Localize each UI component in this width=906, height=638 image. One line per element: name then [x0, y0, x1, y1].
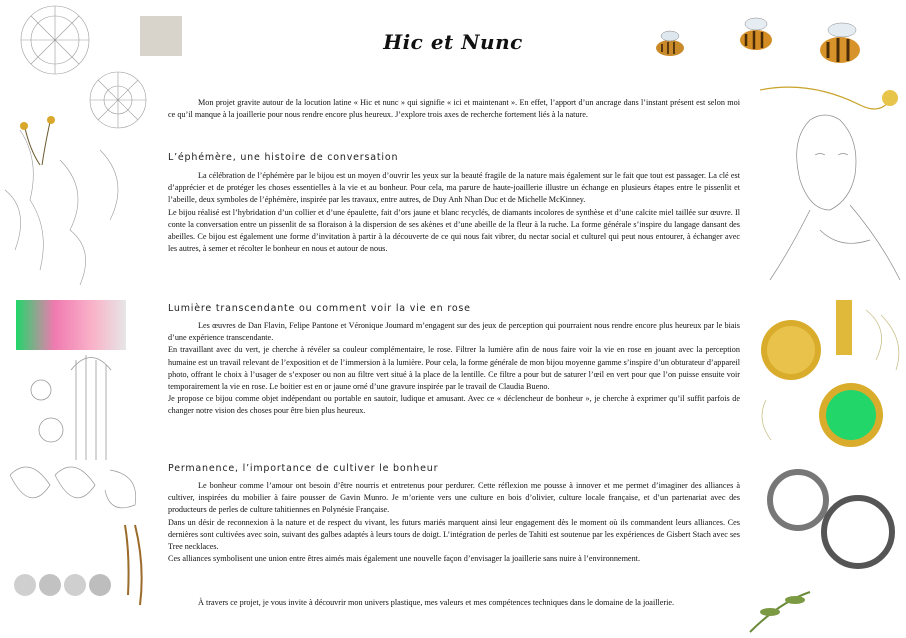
paragraph: La célébration de l’éphémère par le bijou est un moyen d’ouvrir les yeux sur la beauté fragile de la nature mais également sur le fait que tout est passager. La clé est d’apprécier et de protéger les choses essentielles à la vie et au bonheur. Pour cela, ma parure de haute-joaillerie illustre un échange en plusieurs étapes entre le pissenlit et l’abeille, deux symboles de l’éphémère, inspirée par les travaux, entre autres, de Duy Anh Nhan Duc et de Michelle McKinney.: [168, 171, 740, 205]
portrait-necklace-sketch: [750, 80, 906, 290]
paragraph: Ces alliances symbolisent une union entre êtres aimés mais également une nouvelle façon d’envisager la joaillerie sans nuire à l’environnement.: [168, 554, 640, 564]
section-body-lumiere: [168, 320, 740, 418]
paragraph: Dans un désir de reconnexion à la nature et de respect du vivant, les futurs mariés marquent ainsi leur engagement dès le moment où ils commandent leurs alliances. Ces dernières sont cultivées avec soin, suivant des galbes adaptés à leurs tours de doigt. L’intégration de perles de Tahiti est soutenue par les expériences de Gisbert Stach avec ses Tree necklaces.: [168, 517, 740, 552]
section-title-permanence: Permanence, l’importance de cultiver le bonheur: [168, 463, 439, 474]
green-pink-gradient-panel: [16, 300, 126, 350]
paragraph: Le bonheur comme l’amour ont besoin d’être nourris et entretenus pour perdurer. Cette réflexion me pousse à innover et me permet d’imaginer des alliances à cultiver, inspirées du mobilier à faire pousser de Gavin Munro. Je m’oriente vers une culture en bois d’olivier, culture locale française, et d’un partenariat avec des producteurs de perles de culture tahitiennes en Polynésie Française.: [168, 481, 740, 515]
section-title-ephemere: L’éphémère, une histoire de conversation: [168, 152, 399, 163]
bee-icon: [728, 6, 788, 61]
paragraph: Je propose ce bijou comme objet indépendant ou portable en sautoir, ludique et amusant. Avec ce « déclencheur de bonheur », je cherche à exprimer qu’il suffit parfois de changer notre vision des choses pour être bien plus heureux.: [168, 394, 740, 416]
gold-medallion-jewel: [756, 300, 906, 460]
cathedral-light-illustration: [16, 350, 156, 460]
page-title: Hic et Nunc: [383, 30, 523, 54]
section-body-ephemere: [168, 170, 740, 255]
pearl-ring-sketch: [0, 455, 170, 638]
bee-icon: [806, 6, 878, 81]
intro-paragraph: Mon projet gravite autour de la locution latine « Hic et nunc » qui signifie « ici et maintenant ». En effet, l’apport d’un ancrage dans l’instant présent est selon moi ce qu’il manque à la joaillerie pour nous rendre encore plus heureux. J’explore trois axes de recherche fortement liés à la nature.: [168, 98, 740, 120]
section-body-permanence: [168, 480, 740, 565]
paragraph: En travaillant avec du vert, je cherche à révéler sa couleur complémentaire, le rose. Filtrer la lumière afin de nous faire voir la vie en rose en jouant avec la perception humaine est un travail relevant de l’exposition et de l’immersion à la lumière. Pour cela, la forme générale de mon bijou moyenne gamme s’inspire d’un obturateur d’appareil photo, offrant le choix à l’usager de s’exposer ou non au filtre vert situé à la place de la lentille. Ce filtre a pour but de saturer l’œil en vert pour que l’on puisse ensuite voir temporairement la vie en rose. Le boitier est en or jaune orné d’une gravure inspirée par le travail de Claudia Bueno.: [168, 345, 740, 392]
paragraph: Les œuvres de Dan Flavin, Felipe Pantone et Véronique Joumard m’engagent sur des jeux de perception qui pourraient nous rendre encore plus heureux par le biais d’une expérience transcendante.: [168, 321, 740, 343]
paragraph: Le bijou réalisé est l’hybridation d’un collier et d’une épaulette, fait d’ors jaune et blanc recyclés, de diamants incolores de synthèse et d’une calcite miel taillée sur œuvre. Il conte la conversation entre un pissenlit de sa floraison à la dispersion de ses akènes et d’une abeille de la fleur à la ruche. La forme générale s’inspire du langage dansant des abeilles. Ce bijou est également une forme d’invitation à partir à la découverte de ce qui nous fait vibrer, du nectar social et culturel qui peut nous entourer, à échanger avec les autres, à semer et récolter le bonheur en nous et autour de nous.: [168, 207, 740, 254]
outro-paragraph: À travers ce projet, je vous invite à découvrir mon univers plastique, mes valeurs et mes compétences techniques dans le domaine de la joaillerie.: [198, 598, 675, 607]
bee-jewel-photo: [140, 16, 182, 56]
bee-icon: [648, 20, 698, 70]
section-title-lumiere: Lumière transcendante ou comment voir la vie en rose: [168, 303, 471, 314]
wooden-ring-illustration: [740, 462, 906, 638]
